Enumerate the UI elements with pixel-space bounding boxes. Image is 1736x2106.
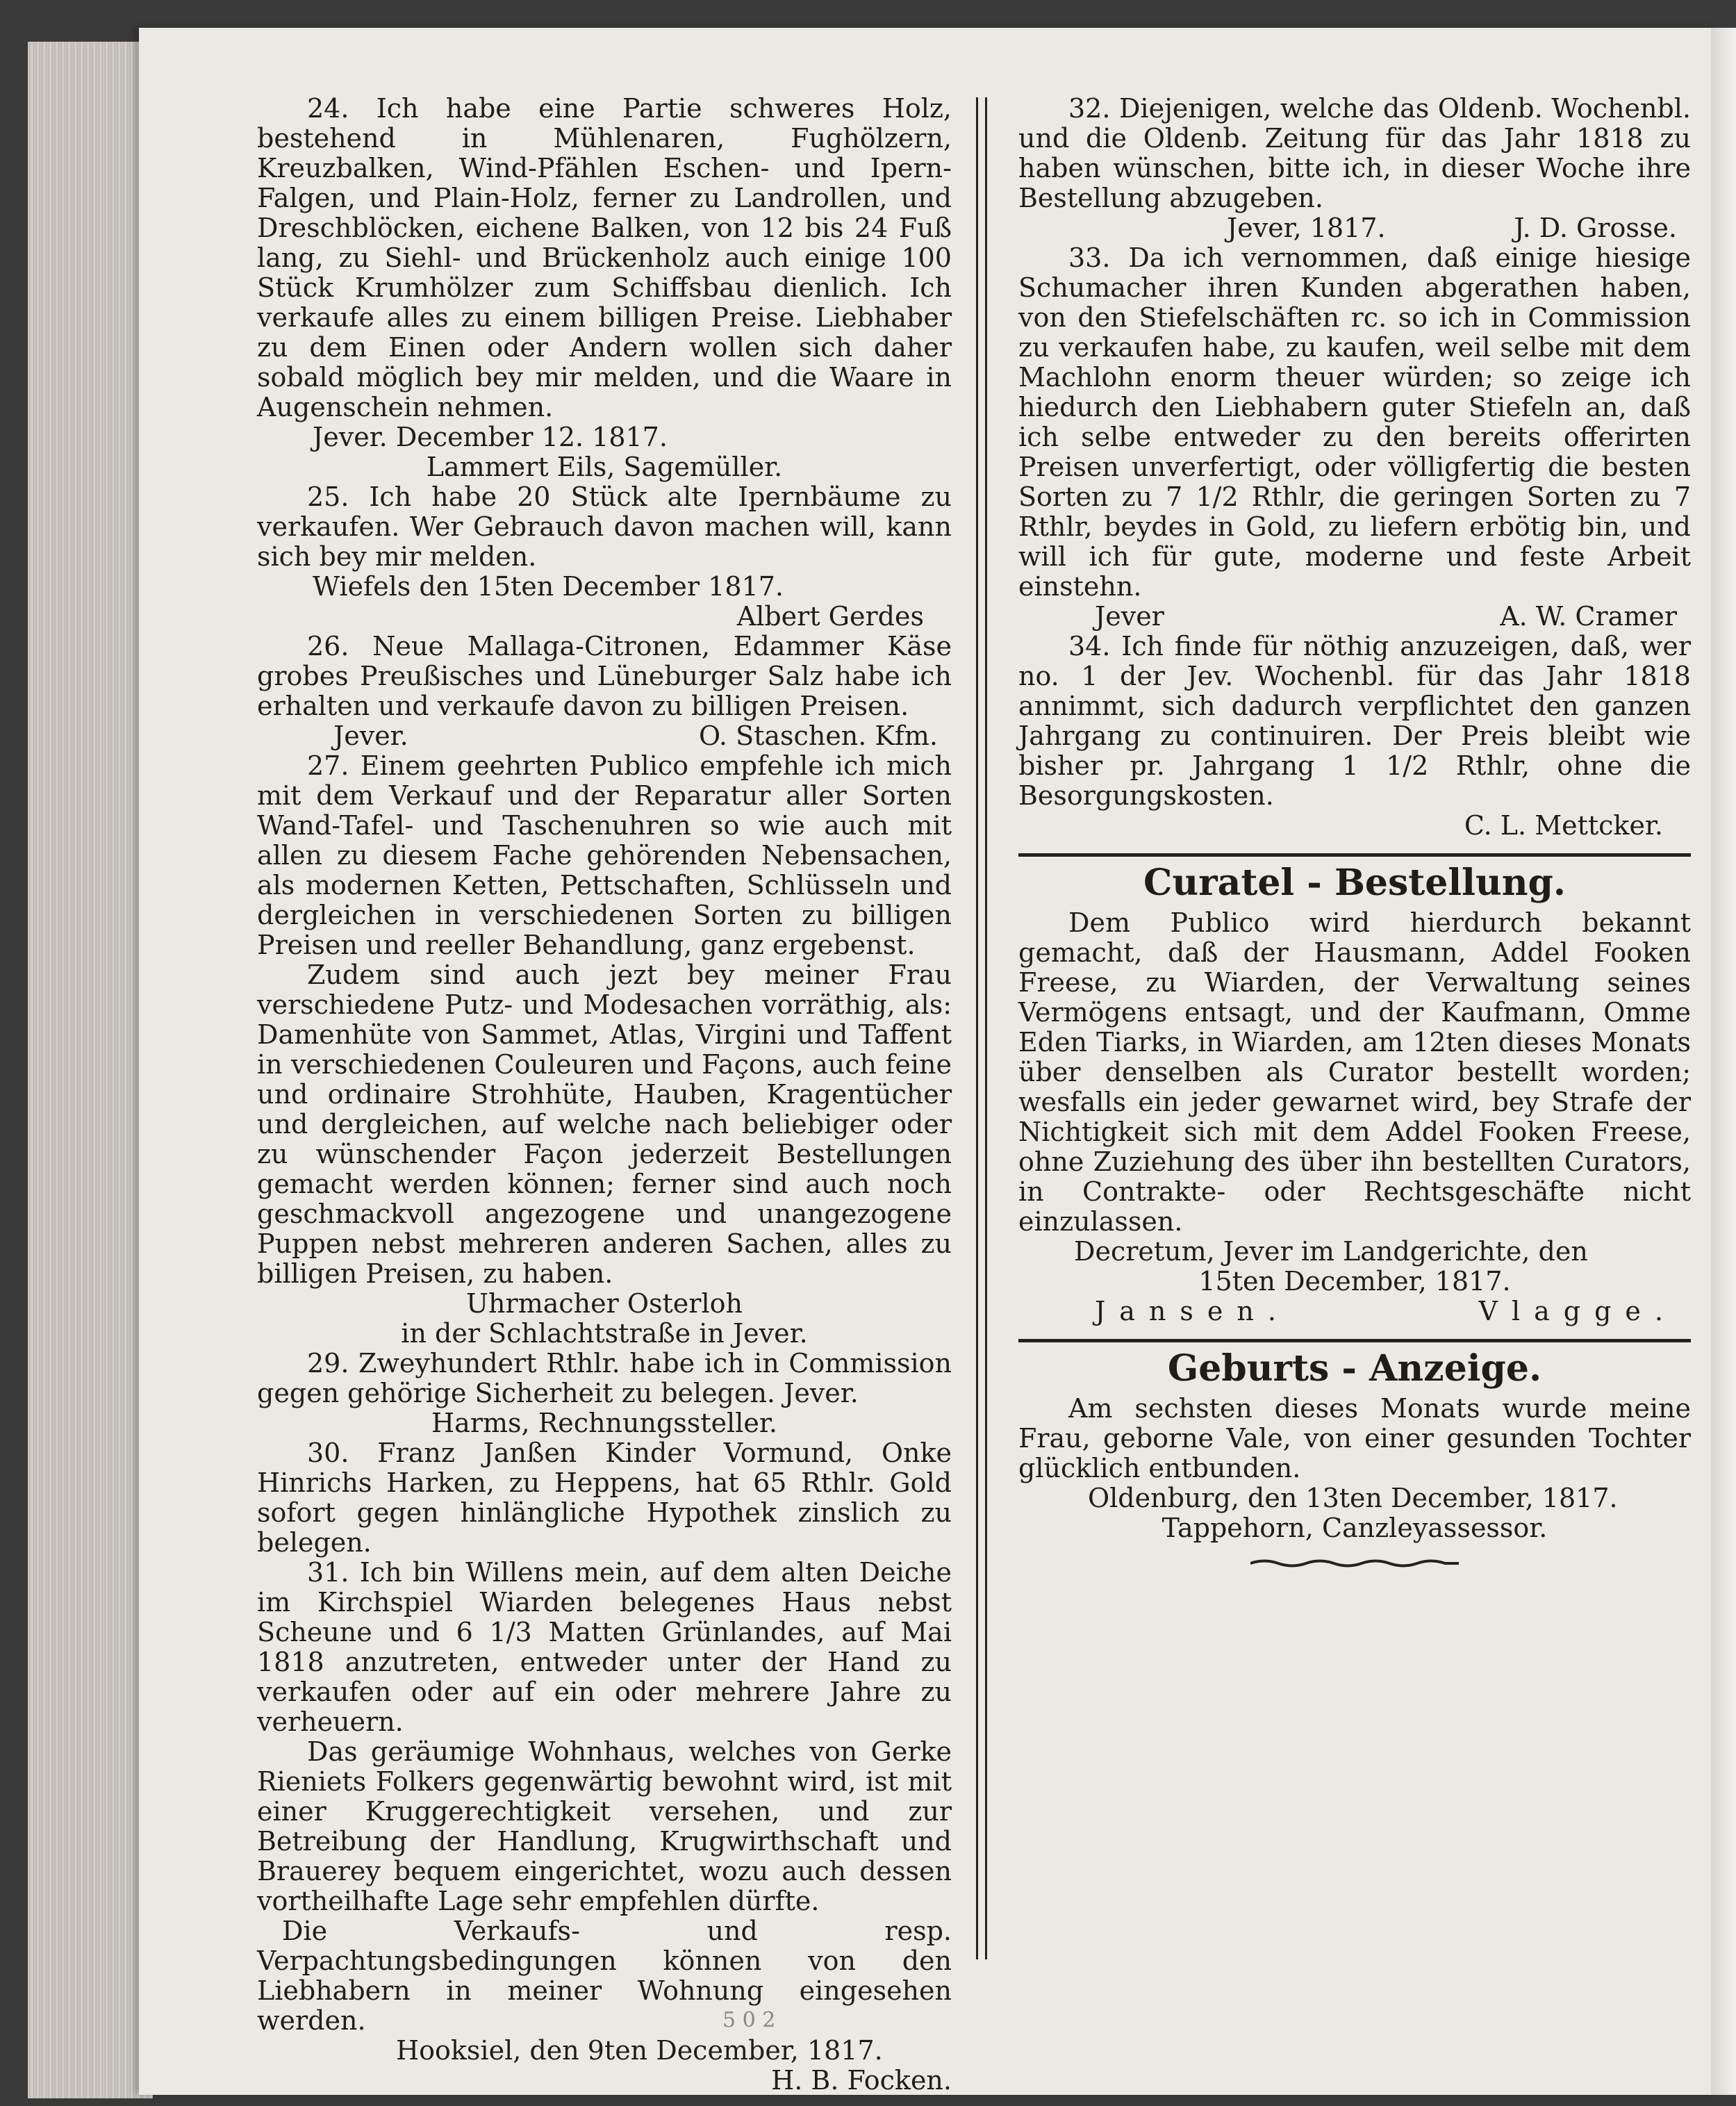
page-stack-edge — [28, 42, 153, 2098]
entry-24-text: 24. Ich habe eine Partie schweres Holz, bestehend in Mühlenaren, Fughölzern, Kreuzbalken, Wind-Pfählen Eschen- und Ipern-Falgen, und Plain-Holz, ferner zu Landrollen, und Dreschblöcken, eichene Balken, von 12 bis 24 Fuß lang, zu Siehl- und Brückenholz auch einige 100 Stück Krumhölzer zum Schiffsbau dienlich. Ich verkaufe alles zu einem billigen Preise. Liebhaber zu dem Einen oder Andern wollen sich daher sobald möglich bey mir melden, und die Waare in Augenschein nehmen. — [257, 93, 952, 422]
geburt-title: Geburts - Anzeige. — [1167, 1347, 1542, 1390]
entry-34-signature: C. L. Mettcker. — [1464, 810, 1663, 841]
curatel-signature-left: Jansen. — [1095, 1296, 1290, 1326]
entry-32-text: 32. Diejenigen, welche das Oldenb. Wochenbl. und die Oldenb. Zeitung für das Jahr 1818 zu haben wünschen, bitte ich, in dieser Woche ihre Bestellung abzugeben. — [1018, 93, 1691, 213]
section-rule — [1018, 1339, 1691, 1342]
geburt-place-date: Oldenburg, den 13ten December, 1817. — [1088, 1483, 1618, 1513]
entry-25-signature: Albert Gerdes — [736, 601, 924, 632]
entry-27-text: 27. Einem geehrten Publico empfehle ich mich mit dem Verkauf und der Reparatur aller Sorten Wand-Tafel- und Taschenuhren so wie auch mit allen zu diesem Fache gehörenden Nebensachen, als modernen Ketten, Pettschaften, Schlüsseln und dergleichen in verschiedenen Sorten zu billigen Preisen und reeller Behandlung, ganz ergebenst. — [257, 750, 952, 960]
entry-31-place-date: Hooksiel, den 9ten December, 1817. — [396, 2035, 883, 2066]
left-column — [257, 94, 952, 2096]
entry-31-text-2: Das geräumige Wohnhaus, welches von Gerke Rieniets Folkers gegenwärtig bewohnt wird, ist mit einer Kruggerechtigkeit versehen, und zur Betreibung der Handlung, Krugwirthschaft und Brauerey bequem eingerichtet, wozu auch dessen vortheilhafte Lage sehr empfehlen dürfte. — [257, 1736, 952, 1916]
entry-33-footer — [1018, 602, 1691, 632]
entry-26-footer — [257, 721, 952, 751]
entry-31-text: 31. Ich bin Willens mein, auf dem alten Deiche im Kirchspiel Wiarden belegenes Haus nebst Scheune und 6 1/3 Matten Grünlandes, auf Mai 1818 anzutreten, entweder unter der Hand zu verkaufen oder auf ein oder mehrere Jahre zu verheuern. — [257, 1557, 952, 1737]
entry-32-place-date: Jever, 1817. — [1227, 213, 1386, 243]
entry-30-text: 30. Franz Janßen Kinder Vormund, Onke Hinrichs Harken, zu Heppens, hat 65 Rthlr. Gold sofort gegen hinlängliche Hypothek zinslich zu belegen. — [257, 1438, 952, 1558]
section-rule — [1018, 853, 1691, 857]
entry-32-signature: J. D. Grosse. — [1514, 213, 1677, 243]
entry-29-signature: Harms, Rechnungssteller. — [431, 1408, 777, 1438]
entry-27-signature-2: in der Schlachtstraße in Jever. — [401, 1318, 808, 1349]
entry-24-signature: Lammert Eils, Sagemüller. — [426, 452, 783, 482]
right-column — [1018, 94, 1691, 1568]
entry-25-place-date: Wiefels den 15ten December 1817. — [313, 571, 784, 602]
ornamental-swash — [1250, 1558, 1459, 1568]
entry-33-text: 33. Da ich vernommen, daß einige hiesige Schumacher ihren Kunden abgerathen haben, von den Stiefelschäften rc. so ich in Commission zu verkaufen habe, zu kaufen, weil selbe mit dem Machlohn enorm theuer würden; so zeige ich hiedurch den Liebhabern guter Stiefeln an, daß ich selbe entweder zu den bereits offerirten Preisen unverfertigt, oder völligfertig die besten Sorten zu 7 1/2 Rthlr, die geringen Sorten zu 7 Rthlr, beydes in Gold, zu liefern erbötig bin, und will ich für gute, moderne und feste Arbeit einstehn. — [1018, 242, 1691, 602]
entry-27-signature: Uhrmacher Osterloh — [466, 1288, 743, 1319]
entry-32-footer — [1018, 213, 1691, 243]
curatel-text: Dem Publico wird hierdurch bekannt gemacht, daß der Hausmann, Addel Fooken Freese, zu Wiarden, der Verwaltung seines Vermögens entsagt, und der Kaufmann, Omme Eden Tiarks, in Wiarden, am 12ten dieses Monats über denselben als Curator bestellt worden; wesfalls ein jeder gewarnet wird, bey Strafe der Nichtigkeit sich mit dem Addel Fooken Freese, ohne Zuziehung des über ihn bestellten Curators, in Contrakte- oder Rechtsgeschäfte nicht einzulassen. — [1018, 907, 1691, 1237]
curatel-signature-right: Vlagge. — [1478, 1296, 1677, 1326]
entry-27-text-2: Zudem sind auch jezt bey meiner Frau verschiedene Putz- und Modesachen vorräthig, als: Damenhüte von Sammet, Atlas, Virgini und Taffent in verschiedenen Couleuren und Façons, auch feine und ordinaire Strohhüte, Hauben, Kragentücher und dergleichen, auf welche nach beliebiger oder zu wünschender Façon jederzeit Bestellungen gemacht werden können; ferner sind auch noch geschmackvoll angezogene und unangezogene Puppen nebst mehreren anderen Sachen, alles zu billigen Preisen, zu haben. — [257, 960, 952, 1289]
entry-33-signature: A. W. Cramer — [1500, 601, 1677, 632]
column-divider — [976, 97, 987, 1959]
curatel-decree: Decretum, Jever im Landgerichte, den — [1074, 1236, 1588, 1267]
entry-29-text: 29. Zweyhundert Rthlr. habe ich in Commission gegen gehörige Sicherheit zu belegen. Jever. — [257, 1348, 952, 1408]
entry-33-place: Jever — [1095, 601, 1164, 632]
geburt-text: Am sechsten dieses Monats wurde meine Frau, geborne Vale, von einer gesunden Tochter glücklich entbunden. — [1018, 1393, 1691, 1483]
entry-34-text: 34. Ich finde für nöthig anzuzeigen, daß, wer no. 1 der Jev. Wochenbl. für das Jahr 1818 annimmt, sich dadurch verpflichtet den ganzen Jahrgang zu continuiren. Der Preis bleibt wie bisher pr. Jahrgang 1 1/2 Rthlr, ohne die Besorgungskosten. — [1018, 631, 1691, 811]
page-curl — [1711, 28, 1736, 2095]
curatel-signatures — [1018, 1297, 1691, 1326]
entry-26-signature: O. Staschen. Kfm. — [699, 721, 938, 751]
entry-26-text: 26. Neue Mallaga-Citronen, Edammer Käse grobes Preußisches und Lüneburger Salz habe ich erhalten und verkaufe davon zu billigen Preisen. — [257, 631, 952, 721]
entry-31-text-3: Die Verkaufs- und resp. Verpachtungsbedingungen können von den Liebhabern in meiner Wohnung eingesehen werden. — [257, 1916, 952, 2036]
entry-31-signature: H. B. Focken. — [771, 2065, 952, 2096]
page-footer-mark: 5 0 2 — [722, 2008, 776, 2032]
entry-24-place-date: Jever. December 12. 1817. — [313, 422, 668, 452]
entry-25-text: 25. Ich habe 20 Stück alte Ipernbäume zu verkaufen. Wer Gebrauch davon machen will, kann sich bey mir melden. — [257, 482, 952, 572]
curatel-decree-date: 15ten December, 1817. — [1198, 1266, 1511, 1297]
entry-26-place: Jever. — [333, 721, 408, 751]
geburt-signature: Tappehorn, Canzleyassessor. — [1162, 1513, 1548, 1543]
curatel-title: Curatel - Bestellung. — [1143, 862, 1566, 904]
